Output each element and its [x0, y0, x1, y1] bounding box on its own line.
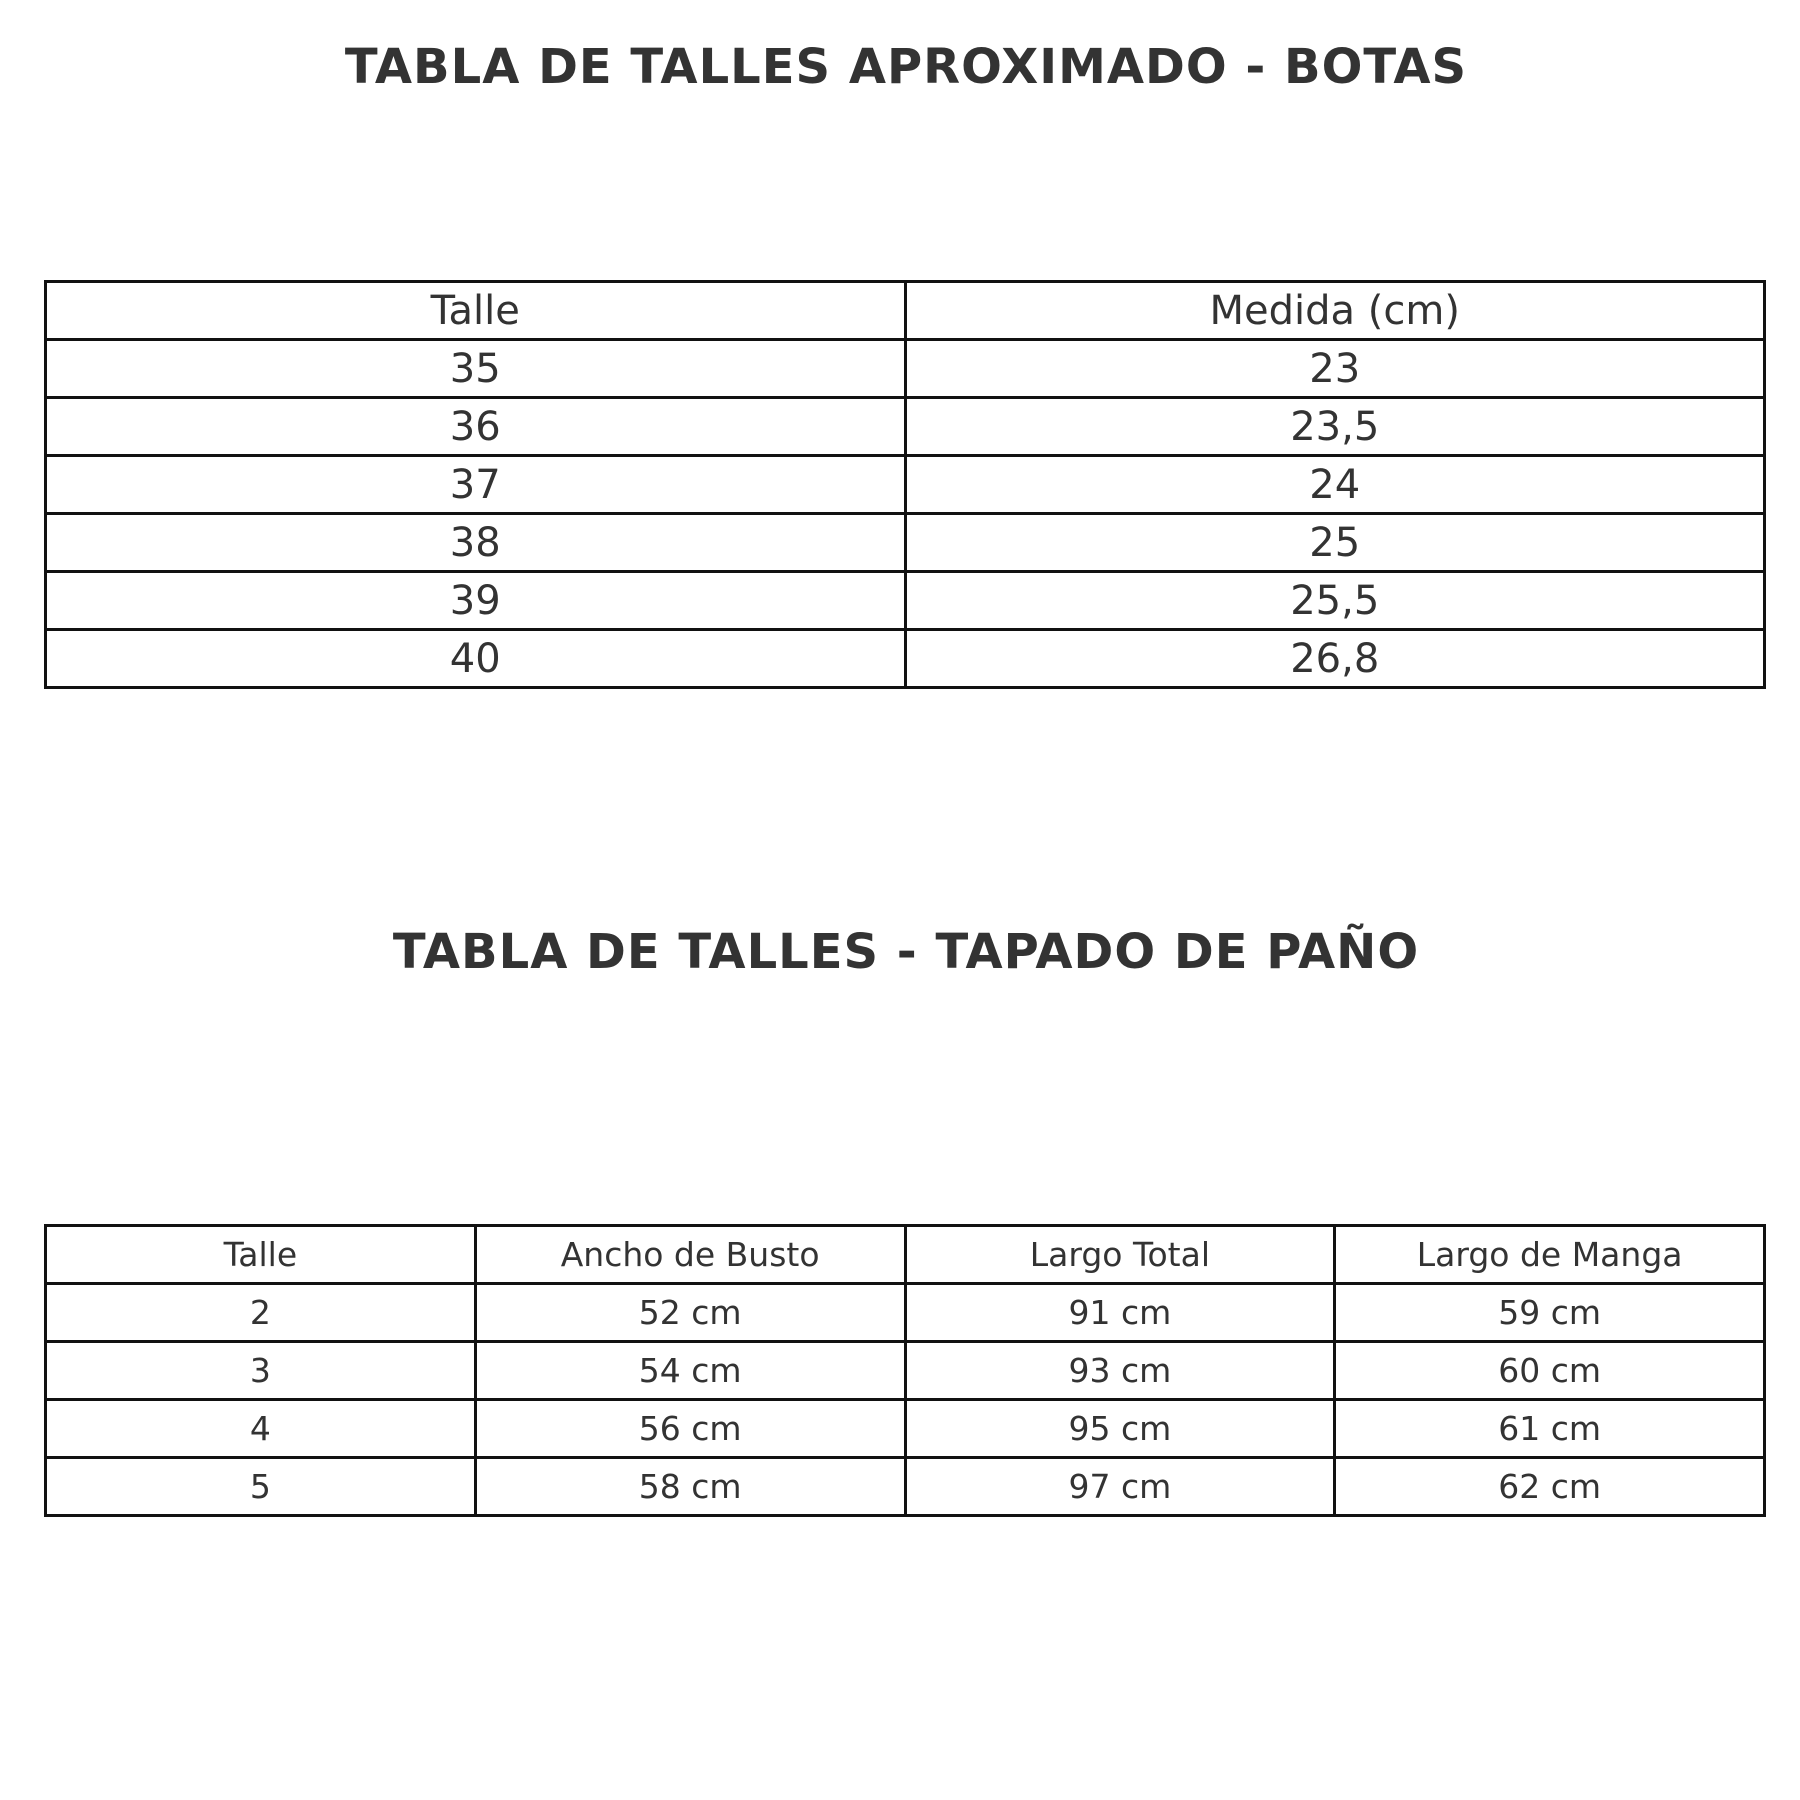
- cell-largo-total: 91 cm: [905, 1284, 1335, 1342]
- table-row: [46, 572, 1765, 630]
- cell-talle: 3: [46, 1342, 476, 1400]
- cell-largo-manga: 60 cm: [1335, 1342, 1765, 1400]
- table-row: [46, 630, 1765, 688]
- cell-ancho-busto: 54 cm: [475, 1342, 905, 1400]
- tapado-title: TABLA DE TALLES - TAPADO DE PAÑO: [392, 924, 1420, 980]
- cell-medida: 25,5: [905, 572, 1765, 630]
- cell-talle: 37: [46, 456, 906, 514]
- tapado-size-table: [44, 1224, 1766, 1517]
- cell-talle: 38: [46, 514, 906, 572]
- cell-ancho-busto: 56 cm: [475, 1400, 905, 1458]
- cell-talle: 5: [46, 1458, 476, 1516]
- table-row: [46, 456, 1765, 514]
- table-header-row: [46, 1226, 1765, 1284]
- table-row: [46, 1342, 1765, 1400]
- table-row: [46, 1400, 1765, 1458]
- cell-ancho-busto: 58 cm: [475, 1458, 905, 1516]
- cell-talle: 4: [46, 1400, 476, 1458]
- botas-size-table: [44, 280, 1766, 689]
- cell-medida: 26,8: [905, 630, 1765, 688]
- cell-largo-total: 93 cm: [905, 1342, 1335, 1400]
- cell-medida: 24: [905, 456, 1765, 514]
- cell-talle: 35: [46, 340, 906, 398]
- header-largo-total: Largo Total: [905, 1226, 1335, 1284]
- header-largo-manga: Largo de Manga: [1335, 1226, 1765, 1284]
- table-row: [46, 1284, 1765, 1342]
- header-ancho-busto: Ancho de Busto: [475, 1226, 905, 1284]
- botas-title: TABLA DE TALLES APROXIMADO - BOTAS: [344, 39, 1468, 95]
- cell-medida: 25: [905, 514, 1765, 572]
- header-talle: Talle: [46, 1226, 476, 1284]
- cell-ancho-busto: 52 cm: [475, 1284, 905, 1342]
- cell-largo-total: 95 cm: [905, 1400, 1335, 1458]
- cell-largo-manga: 62 cm: [1335, 1458, 1765, 1516]
- cell-largo-manga: 61 cm: [1335, 1400, 1765, 1458]
- cell-medida: 23,5: [905, 398, 1765, 456]
- cell-medida: 23: [905, 340, 1765, 398]
- table-row: [46, 340, 1765, 398]
- cell-talle: 39: [46, 572, 906, 630]
- cell-talle: 36: [46, 398, 906, 456]
- header-talle: Talle: [46, 282, 906, 340]
- header-medida: Medida (cm): [905, 282, 1765, 340]
- table-row: [46, 514, 1765, 572]
- cell-talle: 40: [46, 630, 906, 688]
- cell-talle: 2: [46, 1284, 476, 1342]
- table-row: [46, 398, 1765, 456]
- cell-largo-total: 97 cm: [905, 1458, 1335, 1516]
- cell-largo-manga: 59 cm: [1335, 1284, 1765, 1342]
- table-header-row: [46, 282, 1765, 340]
- table-row: [46, 1458, 1765, 1516]
